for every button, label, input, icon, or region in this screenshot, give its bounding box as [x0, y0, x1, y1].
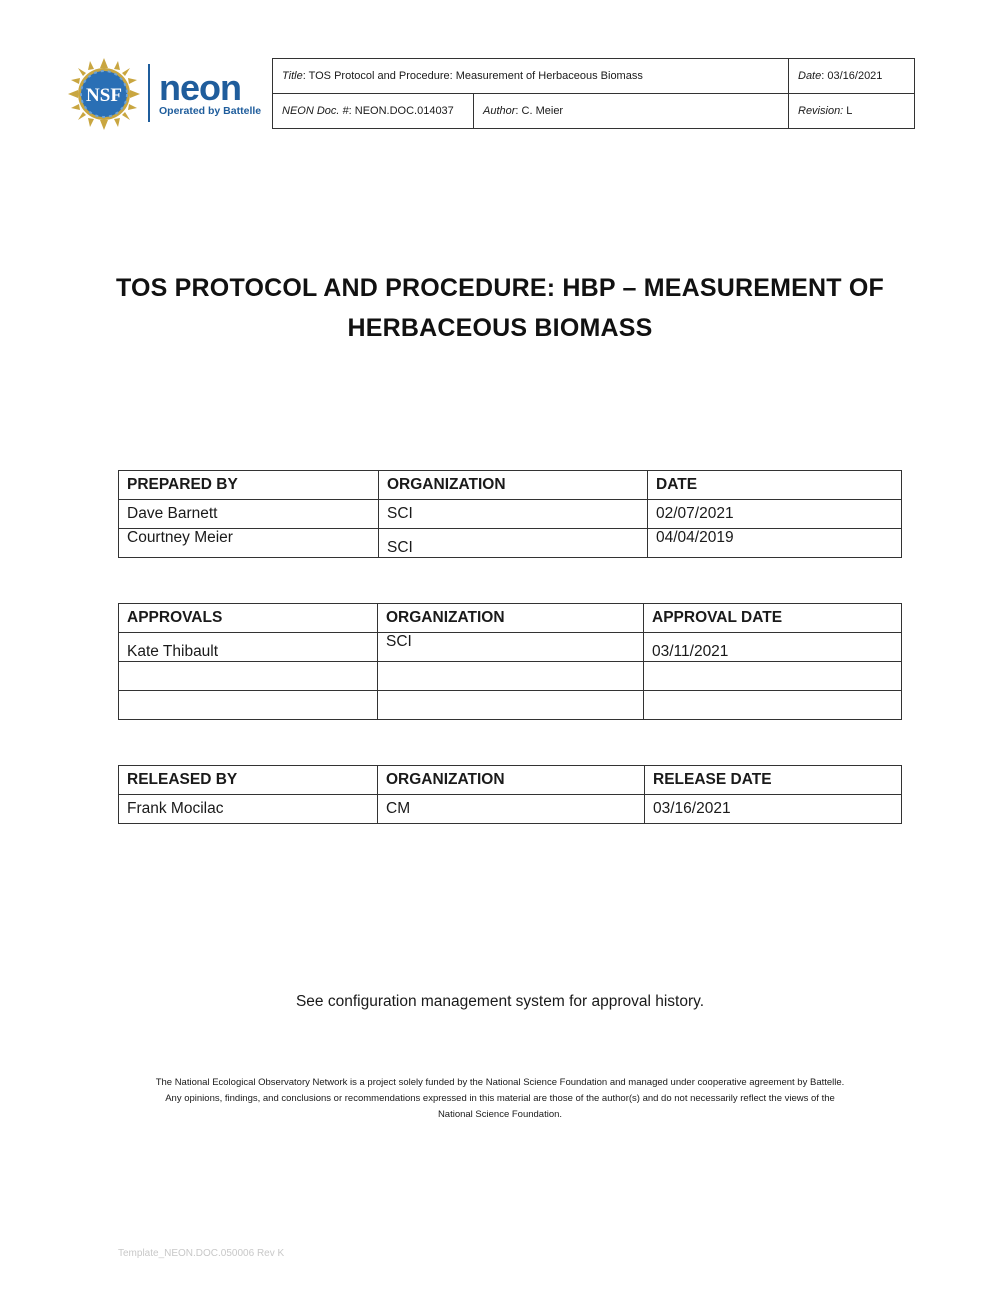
- header-title-cell: Title: TOS Protocol and Procedure: Measurement of Herbaceous Biomass: [273, 59, 789, 94]
- nsf-seal-icon: [68, 58, 140, 130]
- approvals-col-name: APPROVALS: [119, 604, 378, 633]
- table-row: [119, 633, 902, 662]
- table-row: [119, 529, 902, 558]
- released-col-date: RELEASE DATE: [645, 766, 902, 795]
- approval-name: [119, 662, 378, 691]
- approval-organization: SCI: [378, 633, 644, 662]
- disclaimer-line-1: The National Ecological Observatory Network is a project solely funded by the National Science Foundation and managed under cooperative agreement by Battelle.: [155, 1077, 845, 1088]
- prepared-date: 02/07/2021: [648, 500, 902, 529]
- approvals-table: [118, 603, 902, 720]
- header-row-1: [273, 59, 915, 94]
- disclaimer-line-3: National Science Foundation.: [437, 1109, 563, 1120]
- prepared-by-table: [118, 470, 902, 558]
- document-header-table: [272, 58, 915, 129]
- neon-logo: [66, 56, 268, 132]
- document-title-line-1: TOS PROTOCOL AND PROCEDURE: HBP – MEASUREMENT OF: [115, 274, 884, 302]
- released-col-name: RELEASED BY: [119, 766, 378, 795]
- approvals-col-date: APPROVAL DATE: [644, 604, 902, 633]
- table-row: [119, 662, 902, 691]
- table-row: [119, 691, 902, 720]
- svg-text:NSF: NSF: [86, 85, 122, 106]
- approval-name: [119, 691, 378, 720]
- approval-organization: [378, 691, 644, 720]
- released-organization: CM: [378, 795, 645, 824]
- released-by-table: [118, 765, 902, 824]
- prepared-organization: SCI: [379, 529, 648, 558]
- prepared-col-name: PREPARED BY: [119, 471, 379, 500]
- released-header-row: [119, 766, 902, 795]
- prepared-name: Courtney Meier: [119, 529, 379, 558]
- header-row-2: [273, 94, 915, 129]
- document-title: [100, 268, 900, 348]
- approvals-header-row: [119, 604, 902, 633]
- released-date: 03/16/2021: [645, 795, 902, 824]
- prepared-organization: SCI: [379, 500, 648, 529]
- prepared-header-row: [119, 471, 902, 500]
- prepared-col-organization: ORGANIZATION: [379, 471, 648, 500]
- header-doc-number-cell: NEON Doc. #: NEON.DOC.014037: [273, 94, 474, 129]
- approval-name: Kate Thibault: [119, 633, 378, 662]
- approvals-col-organization: ORGANIZATION: [378, 604, 644, 633]
- table-row: [119, 500, 902, 529]
- disclaimer-line-2: Any opinions, findings, and conclusions or recommendations expressed in this material are those of the author(s) and do not necessarily reflect the views of the: [165, 1093, 835, 1104]
- prepared-date: 04/04/2019: [648, 529, 902, 558]
- approval-date: 03/11/2021: [644, 633, 902, 662]
- prepared-col-date: DATE: [648, 471, 902, 500]
- released-name: Frank Mocilac: [119, 795, 378, 824]
- header-date-cell: Date: 03/16/2021: [789, 59, 915, 94]
- released-col-organization: ORGANIZATION: [378, 766, 645, 795]
- prepared-name: Dave Barnett: [119, 500, 379, 529]
- approval-date: [644, 691, 902, 720]
- logo-tagline: Operated by Battelle: [159, 105, 262, 117]
- config-management-note: See configuration management system for approval history.: [295, 993, 705, 1010]
- neon-wordmark: neon: [159, 67, 241, 108]
- table-row: [119, 795, 902, 824]
- template-id: Template_NEON.DOC.050006 Rev K: [118, 1248, 285, 1259]
- approval-organization: [378, 662, 644, 691]
- funding-disclaimer: [110, 1075, 890, 1123]
- header-revision-cell: Revision: L: [789, 94, 915, 129]
- header-author-cell: Author: C. Meier: [474, 94, 789, 129]
- document-title-line-2: HERBACEOUS BIOMASS: [347, 314, 653, 342]
- approval-date: [644, 662, 902, 691]
